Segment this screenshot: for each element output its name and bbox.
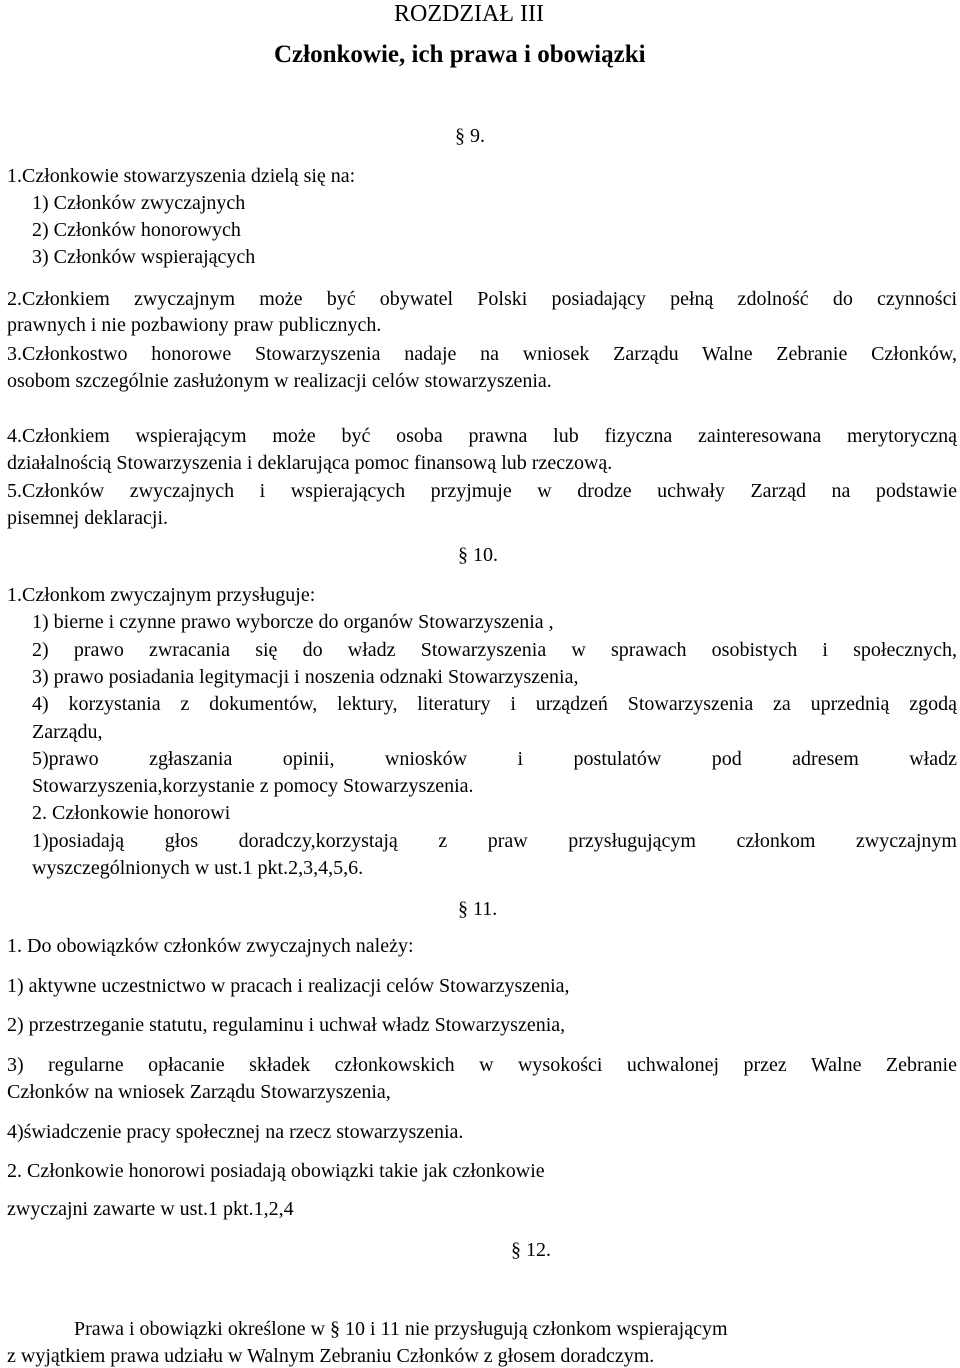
chapter-label: ROZDZIAŁ III [394, 1, 544, 27]
paragraph-line: prawnych i nie pozbawiony praw publicznych. [7, 314, 382, 336]
list-item: 1) bierne i czynne prawo wyborcze do organów Stowarzyszenia , [32, 611, 554, 633]
paragraph-line: 5.Członków zwyczajnych i wspierających przyjmuje w drodze uchwały Zarząd na podstawie [7, 480, 957, 502]
list-item: 5)prawo zgłaszania opinii, wniosków i postulatów pod adresem władz [32, 748, 957, 770]
list-item: Stowarzyszenia,korzystanie z pomocy Stowarzyszenia. [32, 775, 474, 797]
paragraph-line: zwyczajni zawarte w ust.1 pkt.1,2,4 [7, 1198, 294, 1220]
paragraph-line: z wyjątkiem prawa udziału w Walnym Zebraniu Członków z głosem doradczym. [7, 1345, 655, 1367]
list-item: 2) prawo zwracania się do władz Stowarzyszenia w sprawach osobistych i społecznych, [32, 639, 957, 661]
list-item: wyszczególnionych w ust.1 pkt.2,3,4,5,6. [32, 857, 364, 879]
paragraph-line: osobom szczególnie zasłużonym w realizacji celów stowarzyszenia. [7, 370, 552, 392]
section-heading-10: § 10. [458, 544, 498, 566]
list-item: 2. Członkowie honorowi [32, 802, 231, 824]
list-item: 2) przestrzeganie statutu, regulaminu i uchwał władz Stowarzyszenia, [7, 1014, 566, 1036]
list-item: 3) prawo posiadania legitymacji i noszenia odznaki Stowarzyszenia, [32, 666, 579, 688]
list-item: 4)świadczenie pracy społecznej na rzecz stowarzyszenia. [7, 1121, 464, 1143]
paragraph-line: 2. Członkowie honorowi posiadają obowiązki takie jak członkowie [7, 1160, 545, 1182]
list-item: 1) aktywne uczestnictwo w pracach i realizacji celów Stowarzyszenia, [7, 975, 570, 997]
paragraph-line: 1.Członkowie stowarzyszenia dzielą się na: [7, 165, 356, 187]
list-item: 3) regularne opłacanie składek członkowskich w wysokości uchwalonej przez Walne Zebranie [7, 1054, 957, 1076]
section-heading-11: § 11. [458, 898, 498, 920]
paragraph-line: 4.Członkiem wspierającym może być osoba prawna lub fizyczna zainteresowana merytoryczną [7, 425, 957, 447]
paragraph-line: pisemnej deklaracji. [7, 507, 169, 529]
section-heading-9: § 9. [455, 125, 485, 147]
section-heading-12: § 12. [511, 1239, 551, 1261]
list-item: 2) Członków honorowych [32, 219, 241, 241]
list-item: 1)posiadają głos doradczy,korzystają z praw przysługującym członkom zwyczajnym [32, 830, 957, 852]
paragraph-line: działalnością Stowarzyszenia i deklarująca pomoc finansową lub rzeczową. [7, 452, 613, 474]
paragraph-line: Prawa i obowiązki określone w § 10 i 11 nie przysługują członkom wspierającym [74, 1318, 728, 1340]
paragraph-line: 1. Do obowiązków członków zwyczajnych należy: [7, 935, 414, 957]
list-item: 1) Członków zwyczajnych [32, 192, 246, 214]
paragraph-line: 1.Członkom zwyczajnym przysługuje: [7, 584, 316, 606]
list-item: 4) korzystania z dokumentów, lektury, literatury i urządzeń Stowarzyszenia za uprzednią zgodą [32, 693, 957, 715]
list-item: 3) Członków wspierających [32, 246, 256, 268]
paragraph-line: 3.Członkostwo honorowe Stowarzyszenia nadaje na wniosek Zarządu Walne Zebranie Członków, [7, 343, 957, 365]
paragraph-line: 2.Członkiem zwyczajnym może być obywatel Polski posiadający pełną zdolność do czynności [7, 288, 957, 310]
chapter-title: Członkowie, ich prawa i obowiązki [274, 41, 646, 68]
list-item: Zarządu, [32, 721, 103, 743]
list-item: Członków na wniosek Zarządu Stowarzyszenia, [7, 1081, 391, 1103]
